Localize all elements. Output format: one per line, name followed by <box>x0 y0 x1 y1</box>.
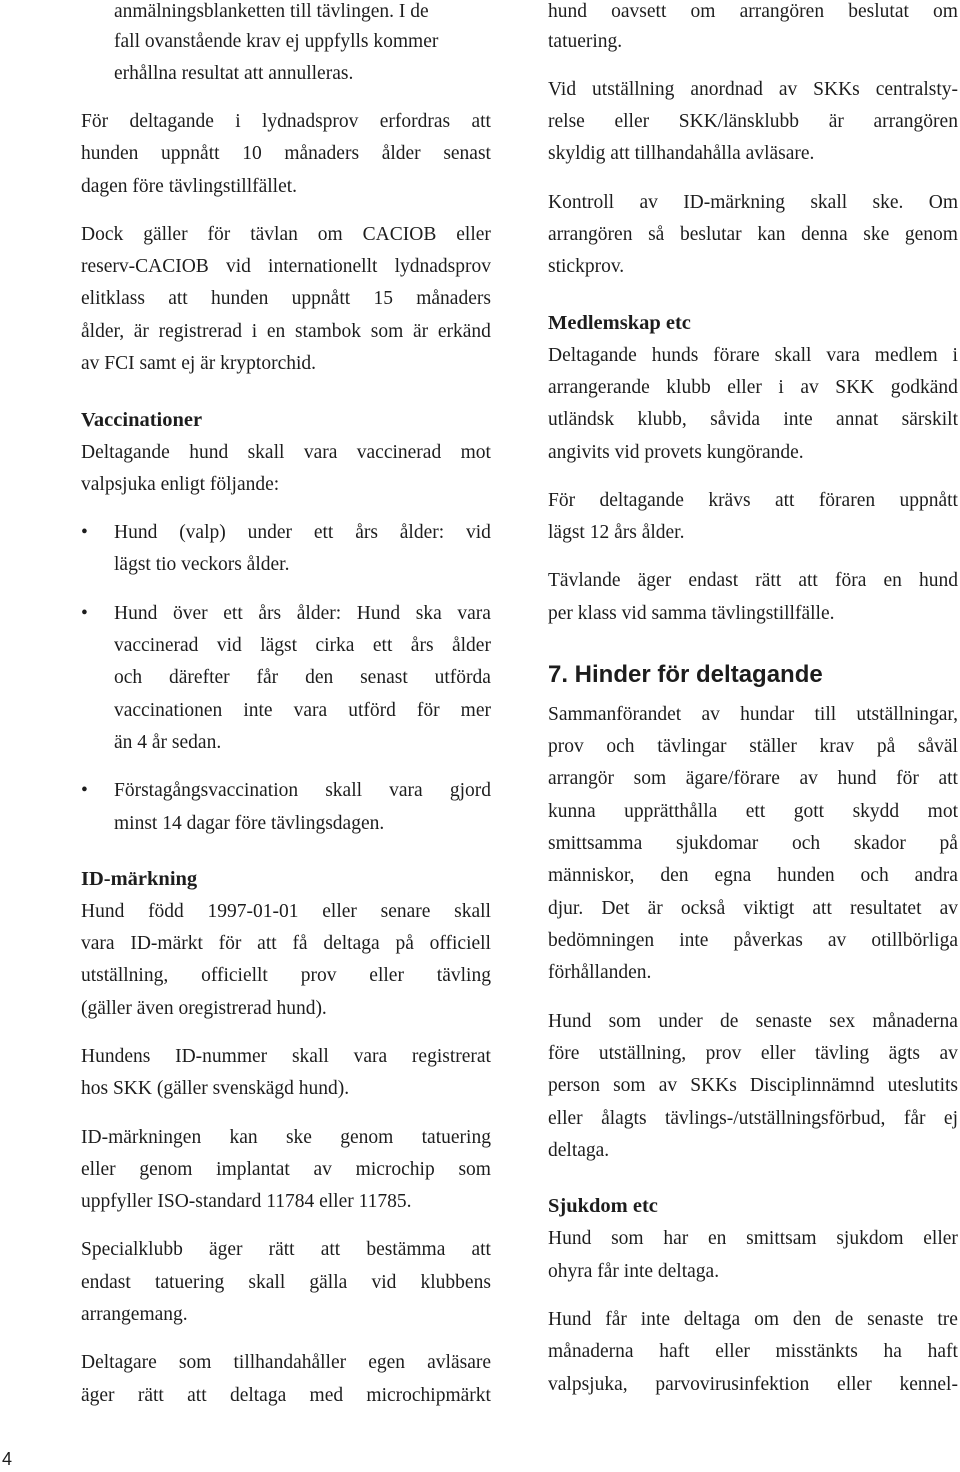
text-line: djur. Det är också viktigt att resultatet av <box>548 898 958 919</box>
text-line: ID-märkningen kan ske genom tatuering <box>81 1127 491 1148</box>
text-line: hunden uppnått 10 månaders ålder senast <box>81 143 491 164</box>
text-line: skyldig att tillhandahålla avläsare. <box>548 143 815 164</box>
text-line: äger rätt att deltaga med microchipmärkt <box>81 1385 491 1406</box>
text-line: hos SKK (gäller svenskägd hund). <box>81 1078 350 1099</box>
text-line: endast tatuering skall gälla vid klubbens <box>81 1272 491 1293</box>
text-line: reserv-CACIOB vid internationellt lydnadsprov <box>81 256 491 277</box>
text-line: elitklass att hunden uppnått 15 månaders <box>81 288 491 309</box>
text-line: vaccinationen inte vara utförd för mer <box>114 700 491 721</box>
text-line: tatuering. <box>548 31 623 52</box>
text-line: Dock gäller för tävlan om CACIOB eller <box>81 224 491 245</box>
text-line: Hund över ett års ålder: Hund ska vara <box>114 603 491 624</box>
text-line: arrangör som ägare/förare av hund för att <box>548 768 958 789</box>
text-line: än 4 år sedan. <box>114 732 222 753</box>
text-line: hund oavsett om arrangören beslutat om <box>548 1 958 22</box>
text-line: Hund som under de senaste sex månaderna <box>548 1011 958 1032</box>
text-line: angivits vid provets kungörande. <box>548 442 804 463</box>
text-line: utländsk klubb, såvida inte annat särskilt <box>548 409 958 430</box>
text-line: Hundens ID-nummer skall vara registrerat <box>81 1046 491 1067</box>
text-line: prov och tävlingar ställer krav på såväl <box>548 736 958 757</box>
text-line: Hund född 1997-01-01 eller senare skall <box>81 901 491 922</box>
text-line: valpsjuka enligt följande: <box>81 474 280 495</box>
text-line: av FCI samt ej är kryptorchid. <box>81 353 317 374</box>
heading-sjukdom: Sjukdom etc <box>548 1195 658 1217</box>
text-line: lägst tio veckors ålder. <box>114 554 290 575</box>
text-line: Tävlande äger endast rätt att föra en hund <box>548 570 958 591</box>
text-line: valpsjuka, parvovirusinfektion eller kennel- <box>548 1374 958 1395</box>
page-number: 4 <box>2 1449 13 1469</box>
text-line: ohyra får inte deltaga. <box>548 1261 720 1282</box>
text-line: kunna upprätthålla ett gott skydd mot <box>548 801 958 822</box>
text-line: förhållanden. <box>548 962 652 983</box>
text-line: bedömningen inte påverkas av otillbörliga <box>548 930 958 951</box>
text-line: (gäller även oregistrerad hund). <box>81 998 327 1019</box>
text-line: månaderna haft eller misstänkts ha haft <box>548 1341 958 1362</box>
text-line: dagen före tävlingstillfället. <box>81 176 298 197</box>
text-line: Hund (valp) under ett års ålder: vid <box>114 522 491 543</box>
bullet-icon: • <box>81 780 88 801</box>
text-line: Specialklubb äger rätt att bestämma att <box>81 1239 491 1260</box>
text-line: ålder, är registrerad i en stambok som är erkänd <box>81 321 491 342</box>
text-line: erhållna resultat att annulleras. <box>114 63 354 84</box>
text-line: deltaga. <box>548 1140 610 1161</box>
text-line: arrangören så beslutar kan denna ske genom <box>548 224 958 245</box>
text-line: smittsamma sjukdomar och skador på <box>548 833 958 854</box>
heading-medlemskap: Medlemskap etc <box>548 312 691 334</box>
text-line: eller ålagts tävlings-/utställningsförbud, får ej <box>548 1108 958 1129</box>
text-line: före utställning, prov eller tävling ägts av <box>548 1043 958 1064</box>
text-line: Kontroll av ID-märkning skall ske. Om <box>548 192 958 213</box>
text-line: människor, den egna hunden och andra <box>548 865 958 886</box>
heading-section-7: 7. Hinder för deltagande <box>548 661 823 688</box>
text-line: arrangemang. <box>81 1304 188 1325</box>
text-line: uppfyller ISO-standard 11784 eller 11785. <box>81 1191 412 1212</box>
text-line: lägst 12 års ålder. <box>548 522 685 543</box>
text-line: per klass vid samma tävlingstillfälle. <box>548 603 835 624</box>
text-line: Hund får inte deltaga om den de senaste tre <box>548 1309 958 1330</box>
text-line: Vid utställning anordnad av SKKs centralsty- <box>548 79 958 100</box>
text-line: minst 14 dagar före tävlingsdagen. <box>114 813 385 834</box>
text-line: Förstagångsvaccination skall vara gjord <box>114 780 491 801</box>
heading-id-markning: ID-märkning <box>81 868 198 890</box>
text-line: För deltagande i lydnadsprov erfordras att <box>81 111 491 132</box>
text-line: fall ovanstående krav ej uppfylls kommer <box>114 31 439 52</box>
bullet-icon: • <box>81 522 88 543</box>
text-line: vara ID-märkt för att få deltaga på officiell <box>81 933 491 954</box>
text-line: person som av SKKs Disciplinnämnd uteslutits <box>548 1075 958 1096</box>
text-line: anmälningsblanketten till tävlingen. I de <box>114 1 429 22</box>
text-line: Hund som har en smittsam sjukdom eller <box>548 1228 958 1249</box>
text-line: Deltagande hunds förare skall vara medlem i <box>548 345 958 366</box>
text-line: stickprov. <box>548 256 625 277</box>
text-line: utställning, officiellt prov eller tävling <box>81 965 491 986</box>
text-line: relse eller SKK/länsklubb är arrangören <box>548 111 958 132</box>
text-line: arrangerande klubb eller i av SKK godkänd <box>548 377 958 398</box>
text-line: Sammanförandet av hundar till utställningar, <box>548 704 958 725</box>
text-line: och därefter får den senast utförda <box>114 667 491 688</box>
text-line: Deltagare som tillhandahåller egen avläsare <box>81 1352 491 1373</box>
text-line: vaccinerad vid lägst cirka ett års ålder <box>114 635 491 656</box>
heading-vaccinationer: Vaccinationer <box>81 409 203 431</box>
text-line: eller genom implantat av microchip som <box>81 1159 491 1180</box>
text-line: För deltagande krävs att föraren uppnått <box>548 490 958 511</box>
bullet-icon: • <box>81 603 88 624</box>
text-line: Deltagande hund skall vara vaccinerad mot <box>81 442 491 463</box>
